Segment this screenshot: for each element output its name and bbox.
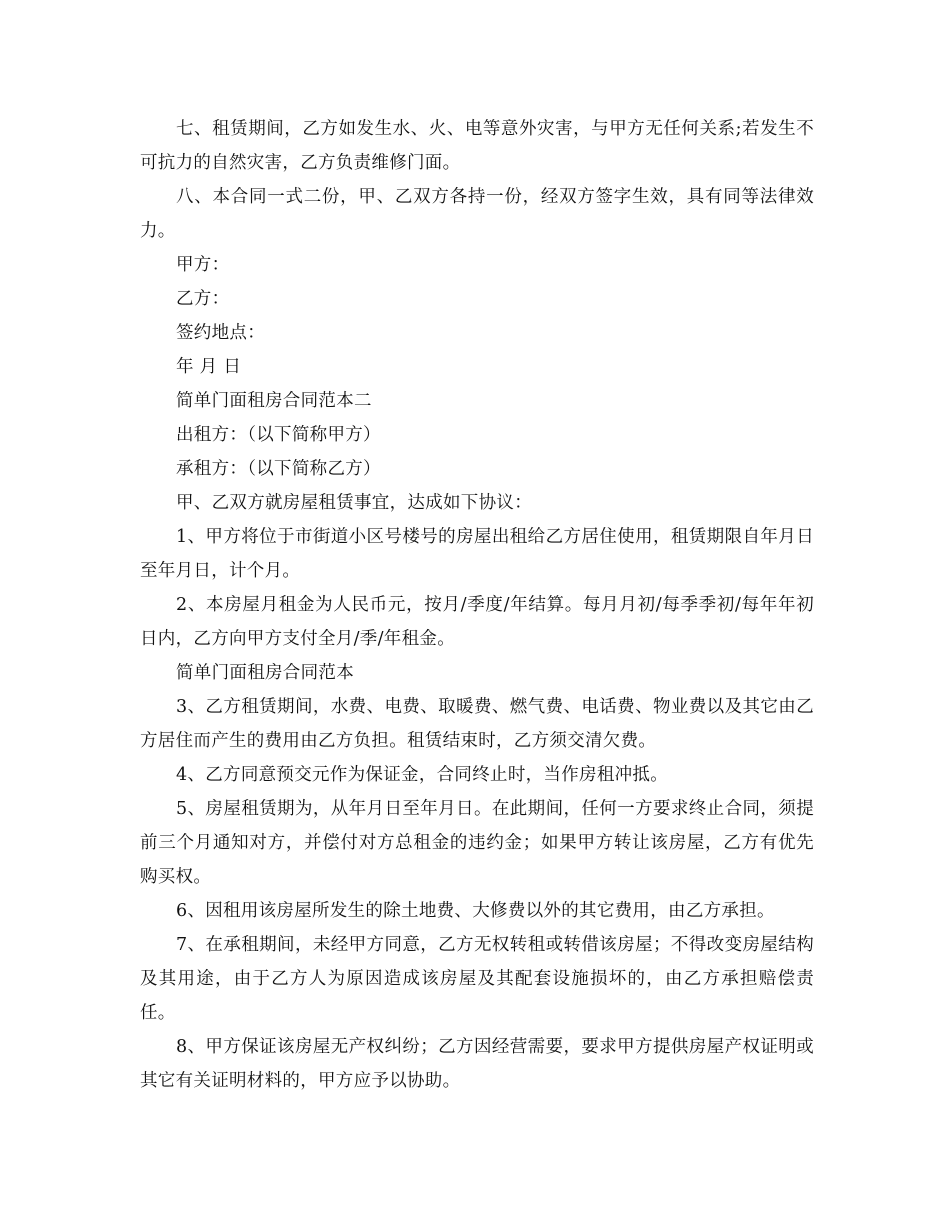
paragraph-item-2: 2、本房屋月租金为人民币元，按月/季度/年结算。每月月初/每季季初/每年年初日内，乙方向甲方支付全月/季/年租金。 [140, 595, 814, 649]
paragraph-item-1: 1、甲方将位于市街道小区号楼号的房屋出租给乙方居住使用，租赁期限自年月日至年月日，计个月。 [140, 527, 814, 581]
paragraph-item-5: 5、房屋租赁期为，从年月日至年月日。在此期间，任何一方要求终止合同，须提前三个月通知对方，并偿付对方总租金的违约金；如果甲方转让该房屋，乙方有优先购买权。 [140, 799, 814, 887]
paragraph-item-6: 6、因租用该房屋所发生的除土地费、大修费以外的其它费用，由乙方承担。 [176, 901, 775, 921]
paragraph-item-8: 8、甲方保证该房屋无产权纠纷；乙方因经营需要，要求甲方提供房屋产权证明或其它有关证明材料的，甲方应予以协助。 [140, 1037, 814, 1091]
party-a-signature-line: 甲方： [176, 255, 230, 275]
signing-location-line: 签约地点： [176, 323, 265, 343]
lessor-line: 出租方：（以下简称甲方） [176, 425, 381, 445]
agreement-intro: 甲、乙双方就房屋租赁事宜，达成如下协议： [176, 493, 532, 513]
paragraph-item-3: 3、乙方租赁期间，水费、电费、取暖费、燃气费、电话费、物业费以及其它由乙方居住而产生的费用由乙方负担。租赁结束时，乙方须交清欠费。 [140, 697, 814, 751]
party-b-signature-line: 乙方： [176, 289, 230, 309]
lessee-line: 承租方：（以下简称乙方） [176, 459, 381, 479]
paragraph-clause-8: 八、本合同一式二份，甲、乙双方各持一份，经双方签字生效，具有同等法律效力。 [140, 187, 814, 241]
document-body [140, 112, 814, 1098]
paragraph-clause-7: 七、租赁期间，乙方如发生水、火、电等意外灾害，与甲方无任何关系;若发生不可抗力的自然灾害，乙方负责维修门面。 [140, 119, 814, 173]
section-title-template: 简单门面租房合同范本 [176, 663, 354, 683]
paragraph-item-7: 7、在承租期间，未经甲方同意，乙方无权转租或转借该房屋；不得改变房屋结构及其用途，由于乙方人为原因造成该房屋及其配套设施损坏的，由乙方承担赔偿责任。 [140, 935, 814, 1023]
paragraph-item-4: 4、乙方同意预交元作为保证金，合同终止时，当作房租冲抵。 [176, 765, 669, 785]
section-title-template-2: 简单门面租房合同范本二 [176, 391, 372, 411]
date-line: 年 月 日 [176, 357, 242, 377]
